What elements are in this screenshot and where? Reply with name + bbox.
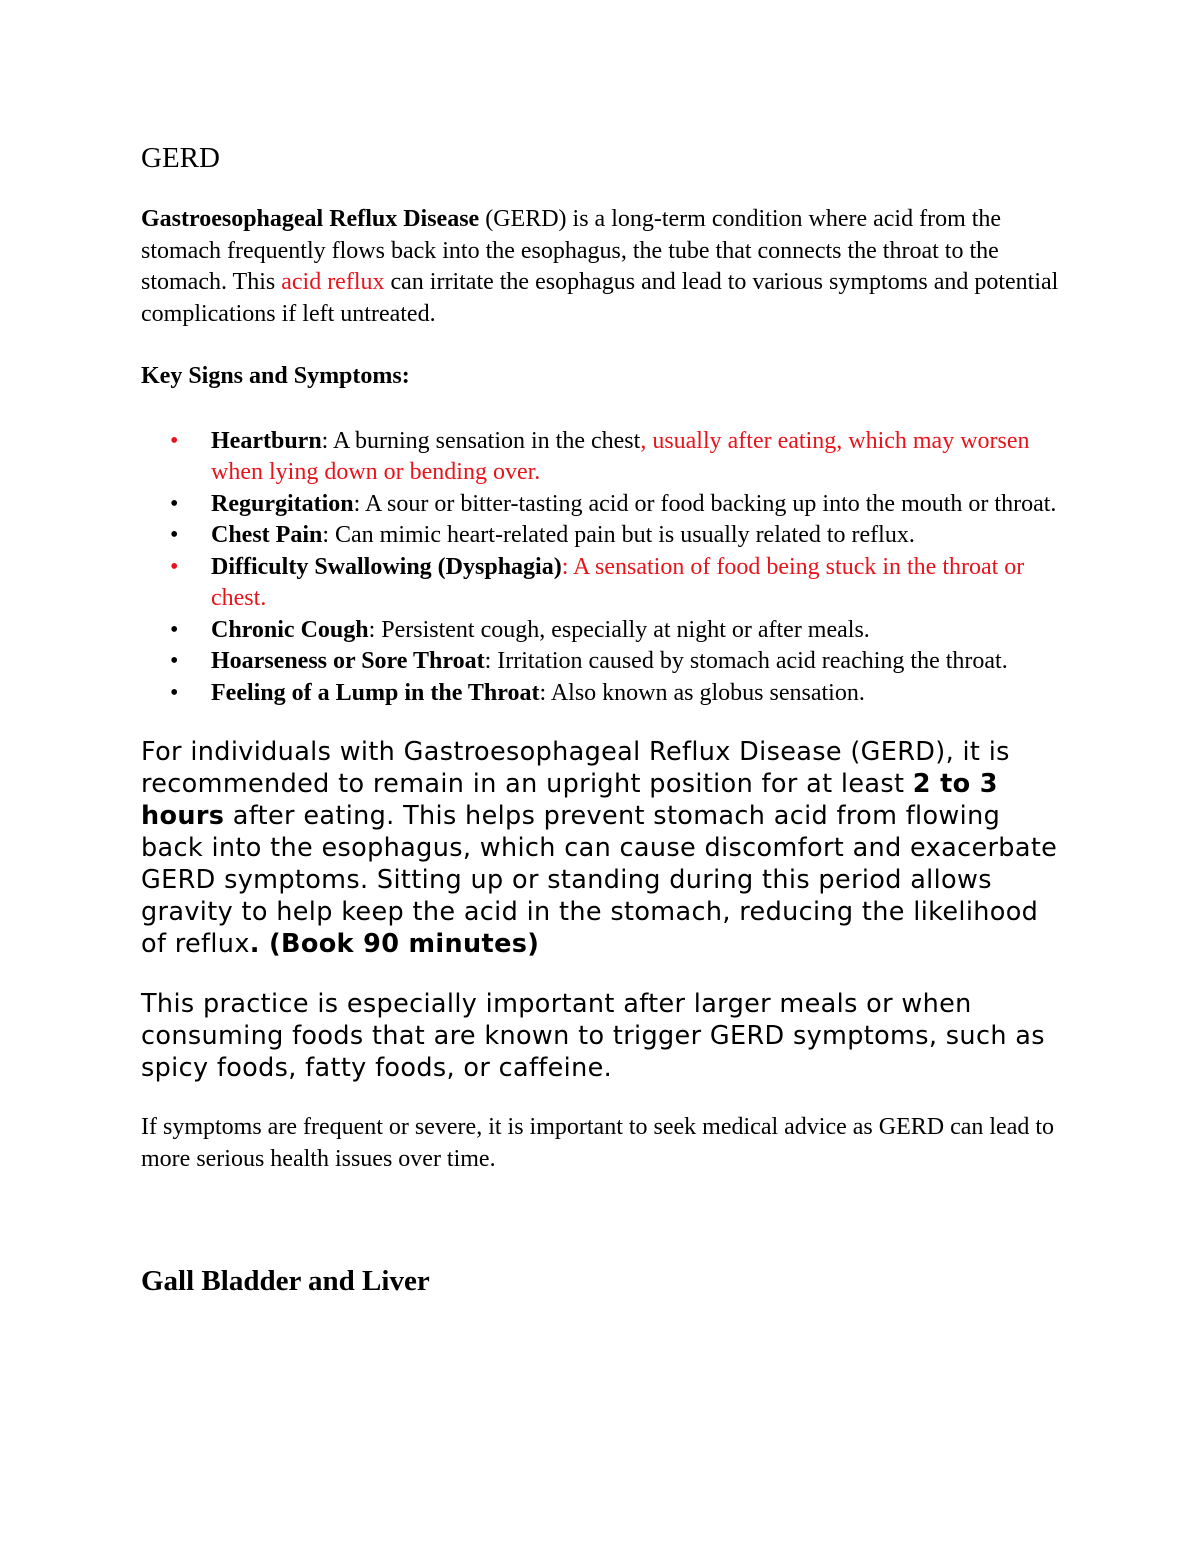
bullet-icon: • <box>170 522 179 548</box>
recommendation-bold-book: . (Book 90 minutes) <box>249 929 540 959</box>
symptom-colon: : <box>561 553 574 580</box>
symptom-colon: : <box>322 522 336 548</box>
bullet-icon: • <box>170 490 179 517</box>
recommendation-bold-duration: 2 to 3 hours <box>141 769 998 831</box>
document-page <box>141 140 1061 1299</box>
symptom-list <box>141 426 1061 710</box>
list-item <box>141 520 1061 552</box>
bullet-icon: • <box>170 648 179 674</box>
bullet-icon: • <box>170 679 179 706</box>
page-title: GERD <box>141 142 220 174</box>
intro-paragraph <box>141 204 1061 330</box>
intro-text-2: can irritate the esophagus and lead to various symptoms and potential complications if left untreated. <box>141 269 1059 327</box>
bullet-icon: • <box>170 616 179 643</box>
intro-term: Gastroesophageal Reflux Disease <box>141 206 480 232</box>
symptom-desc: Can mimic heart-related pain but is usually related to reflux. <box>335 522 915 548</box>
symptom-desc: A sour or bitter-tasting acid or food backing up into the mouth or throat. <box>365 490 1057 517</box>
symptom-name: Heartburn <box>211 427 322 454</box>
list-item <box>141 489 1061 521</box>
symptom-extra: , usually after eating, which may worsen when lying down or bending over. <box>211 427 1030 485</box>
symptom-desc: Irritation caused by stomach acid reaching the throat. <box>497 648 1008 674</box>
list-item <box>141 426 1061 489</box>
symptom-colon: : <box>353 490 365 517</box>
bullet-icon: • <box>170 427 179 454</box>
advice-paragraph: If symptoms are frequent or severe, it is important to seek medical advice as GERD can lead to more serious health issues over time. <box>141 1114 1055 1172</box>
symptom-colon: : <box>368 616 382 643</box>
symptom-name: Regurgitation <box>211 490 354 517</box>
symptom-name: Difficulty Swallowing (Dysphagia) <box>211 553 562 580</box>
symptom-name: Chest Pain <box>211 522 323 548</box>
list-item <box>141 615 1061 647</box>
key-signs-heading: Key Signs and Symptoms: <box>141 363 410 389</box>
list-item <box>141 678 1061 710</box>
recommendation-paragraph <box>141 736 1061 960</box>
intro-text-1: is a long-term condition where acid from the stomach frequently flows back into the esophagus, the tube that connects the throat to the stomach. This <box>141 206 1002 295</box>
intro-highlight: acid reflux <box>281 269 385 295</box>
symptom-desc: A burning sensation in the chest <box>333 427 641 454</box>
recommendation-text-1: For individuals with Gastroesophageal Reflux Disease (GERD), it is recommended to remain in an upright position for at least <box>141 737 1010 799</box>
symptom-colon: : <box>484 648 498 674</box>
intro-abbr: (GERD) <box>485 206 567 232</box>
symptom-colon: : <box>539 679 551 706</box>
symptom-desc: Also known as globus sensation. <box>550 679 865 706</box>
symptom-name: Hoarseness or Sore Throat <box>211 648 485 674</box>
bullet-icon: • <box>170 553 179 580</box>
symptom-name: Feeling of a Lump in the Throat <box>211 679 540 706</box>
list-item <box>141 552 1061 615</box>
list-item <box>141 646 1061 678</box>
symptom-desc: Persistent cough, especially at night or after meals. <box>381 616 870 643</box>
symptom-colon: : <box>321 427 334 454</box>
section-heading-gall-bladder: Gall Bladder and Liver <box>141 1265 430 1297</box>
recommendation-text-2: after eating. This helps prevent stomach acid from flowing back into the esophagus, which can cause discomfort and exacerbate GERD symptoms. Sitting up or standing during this period allows gravity to help keep the acid in the stomach, reducing the likelihood of reflux <box>141 801 1058 959</box>
symptom-desc: A sensation of food being stuck in the throat or chest. <box>211 553 1025 611</box>
symptom-name: Chronic Cough <box>211 616 369 643</box>
practice-paragraph: This practice is especially important after larger meals or when consuming foods that are known to trigger GERD symptoms, such as spicy foods, fatty foods, or caffeine. <box>141 989 1045 1083</box>
